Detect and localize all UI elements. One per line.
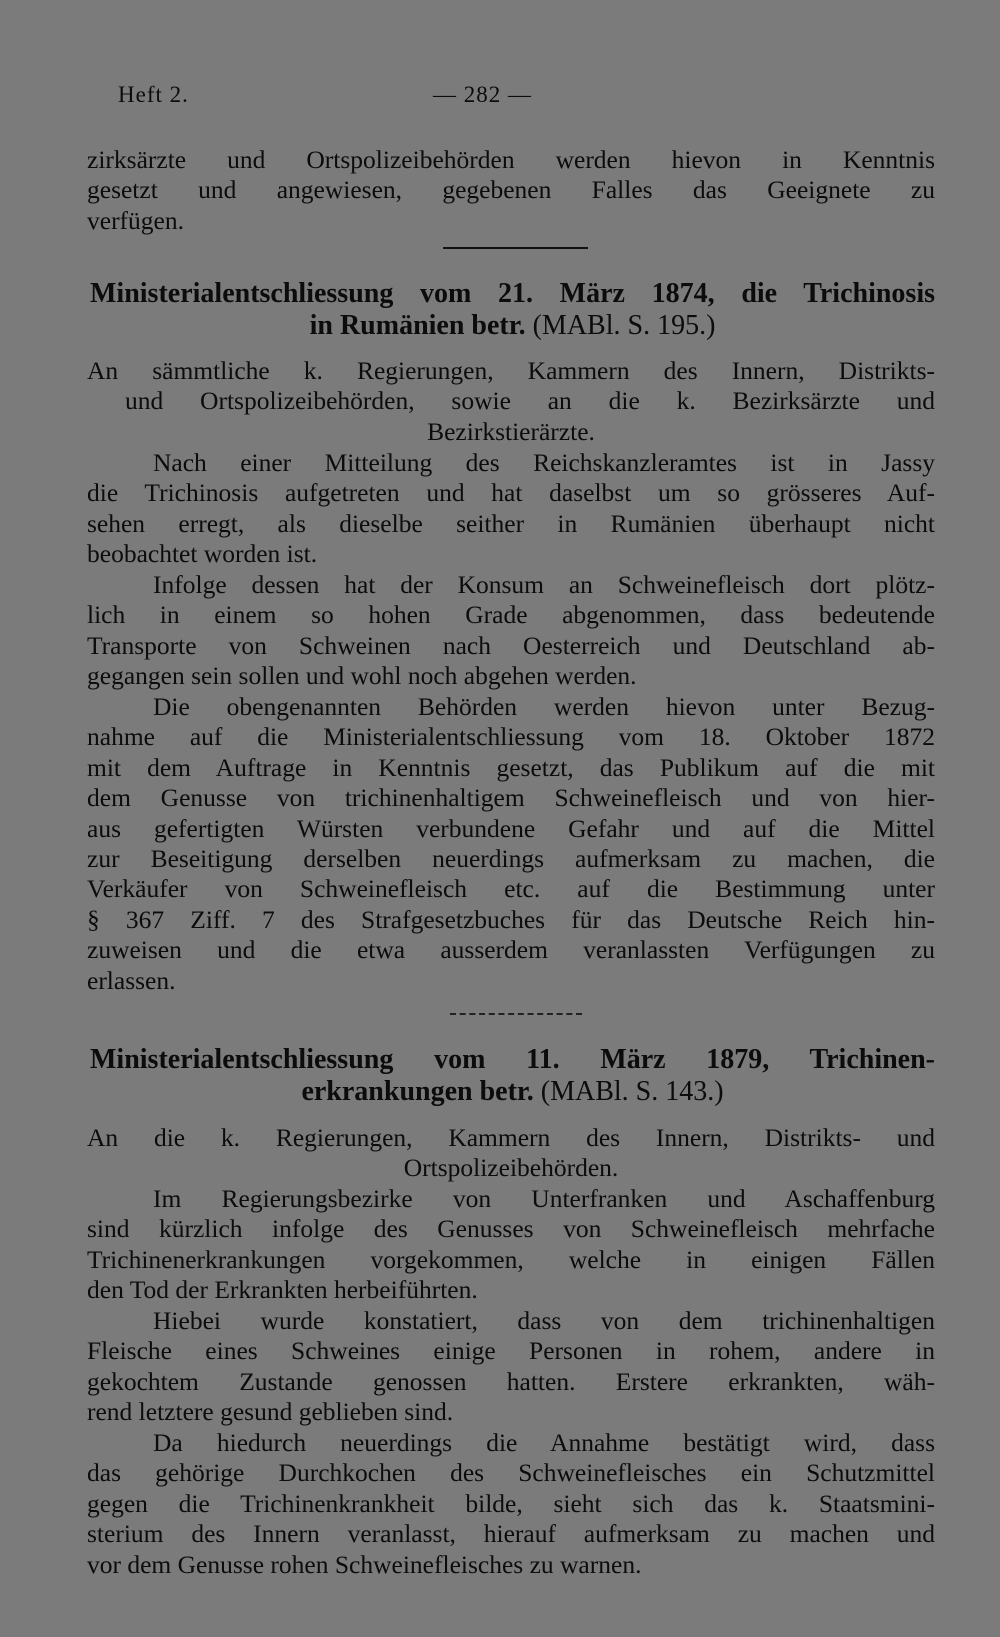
text-line: aus gefertigten Würsten verbundene Gefahr und auf die Mittel <box>87 813 935 843</box>
text-line: Hiebei wurde konstatiert, dass von dem trichinenhaltigen <box>153 1306 935 1335</box>
text-line: Ortspolizeibehörden. <box>403 1153 619 1183</box>
heading-line: Ministerialentschliessung vom 11. März 1879, Trichinen- <box>90 1044 935 1075</box>
text-line: mit dem Auftrage in Kenntnis gesetzt, das Publikum auf die mit <box>87 752 935 782</box>
heading-line <box>90 1076 935 1108</box>
text-line: zur Beseitigung derselben neuerdings aufmerksam zu machen, die <box>87 843 935 873</box>
text-line: Bezirkstierärzte. <box>427 416 595 446</box>
section-2-paragraph-3 <box>87 1428 935 1580</box>
section-1-addressee <box>87 356 935 447</box>
text-line: Infolge dessen hat der Konsum an Schweinefleisch dort plötz- <box>153 570 935 599</box>
section-2-addressee <box>87 1123 935 1184</box>
text-line: Transporte von Schweinen nach Oesterreich und Deutschland ab- <box>87 630 935 660</box>
text-line: Nach einer Mitteilung des Reichskanzleramtes ist in Jassy <box>153 448 935 477</box>
section-2-paragraph-2 <box>87 1306 935 1428</box>
text-line: Die obengenannten Behörden werden hievon unter Bezug- <box>153 692 935 721</box>
text-line: An sämmtliche k. Regierungen, Kammern des Innern, Distrikts- <box>87 356 935 385</box>
text-line: dem Genusse von trichinenhaltigem Schweinefleisch und von hier- <box>87 783 935 813</box>
section-2-heading <box>90 1044 935 1108</box>
heading-title: erkrankungen betr. <box>301 1076 534 1107</box>
text-line: vor dem Genusse rohen Schweinefleisches zu warnen. <box>87 1549 642 1579</box>
text-line: zuweisen und die etwa ausserdem veranlassten Verfügungen zu <box>87 935 935 965</box>
text-line: Verkäufer von Schweinefleisch etc. auf die Bestimmung unter <box>87 874 935 904</box>
intro-paragraph <box>87 145 935 236</box>
text-line: Im Regierungsbezirke von Unterfranken und Aschaffenburg <box>153 1184 935 1213</box>
text-line: gegen die Trichinenkrankheit bilde, sieht sich das k. Staatsmini- <box>87 1488 935 1518</box>
text-line: rend letztere gesund geblieben sind. <box>87 1397 454 1427</box>
text-line: An die k. Regierungen, Kammern des Innern, Distrikts- und <box>87 1123 935 1152</box>
section-divider <box>443 247 588 249</box>
section-2-paragraph-1 <box>87 1184 935 1306</box>
text-line: Da hiedurch neuerdings die Annahme bestätigt wird, dass <box>153 1428 935 1457</box>
text-line: das gehörige Durchkochen des Schweinefleisches ein Schutzmittel <box>87 1458 935 1488</box>
text-line: gesetzt und angewiesen, gegebenen Falles das Geeignete zu <box>87 175 935 205</box>
heading-line: Ministerialentschliessung vom 21. März 1874, die Trichinosis <box>90 278 935 309</box>
section-1-paragraph-2 <box>87 570 935 692</box>
heading-reference: (MABl. S. 143.) <box>533 1076 724 1107</box>
section-divider <box>450 1013 582 1015</box>
page-number: — 282 — <box>433 82 532 107</box>
text-line: lich in einem so hohen Grade abgenommen, dass bedeutende <box>87 600 935 630</box>
heading-title: in Rumänien betr. <box>309 310 526 341</box>
section-1-heading <box>90 278 935 342</box>
text-line: den Tod der Erkrankten herbeiführten. <box>87 1275 478 1305</box>
section-1-paragraph-3 <box>87 692 935 996</box>
section-1-paragraph-1 <box>87 448 935 570</box>
text-line: erlassen. <box>87 965 176 995</box>
text-line: Trichinenerkrankungen vorgekommen, welche in einigen Fällen <box>87 1244 935 1274</box>
text-line: sehen erregt, als dieselbe seither in Rumänien überhaupt nicht <box>87 508 935 538</box>
heft-label: Heft 2. <box>118 82 189 107</box>
text-line: die Trichinosis aufgetreten und hat daselbst um so grösseres Auf- <box>87 478 935 508</box>
text-line: sterium des Innern veranlasst, hierauf aufmerksam zu machen und <box>87 1519 935 1549</box>
text-line: § 367 Ziff. 7 des Strafgesetzbuches für das Deutsche Reich hin- <box>87 904 935 934</box>
running-head <box>118 82 638 112</box>
text-line: und Ortspolizeibehörden, sowie an die k. Bezirksärzte und <box>125 386 935 416</box>
text-line: zirksärzte und Ortspolizeibehörden werden hievon in Kenntnis <box>87 145 935 174</box>
heading-line <box>90 310 935 342</box>
text-line: beobachtet worden ist. <box>87 539 318 569</box>
text-line: gegangen sein sollen und wohl noch abgehen werden. <box>87 661 637 691</box>
text-line: Fleische eines Schweines einige Personen in rohem, andere in <box>87 1336 935 1366</box>
text-line: nahme auf die Ministerialentschliessung vom 18. Oktober 1872 <box>87 722 935 752</box>
text-line: gekochtem Zustande genossen hatten. Erstere erkrankten, wäh- <box>87 1366 935 1396</box>
text-line: sind kürzlich infolge des Genusses von Schweinefleisch mehrfache <box>87 1214 935 1244</box>
text-line: verfügen. <box>87 205 184 235</box>
heading-reference: (MABl. S. 195.) <box>525 310 716 341</box>
